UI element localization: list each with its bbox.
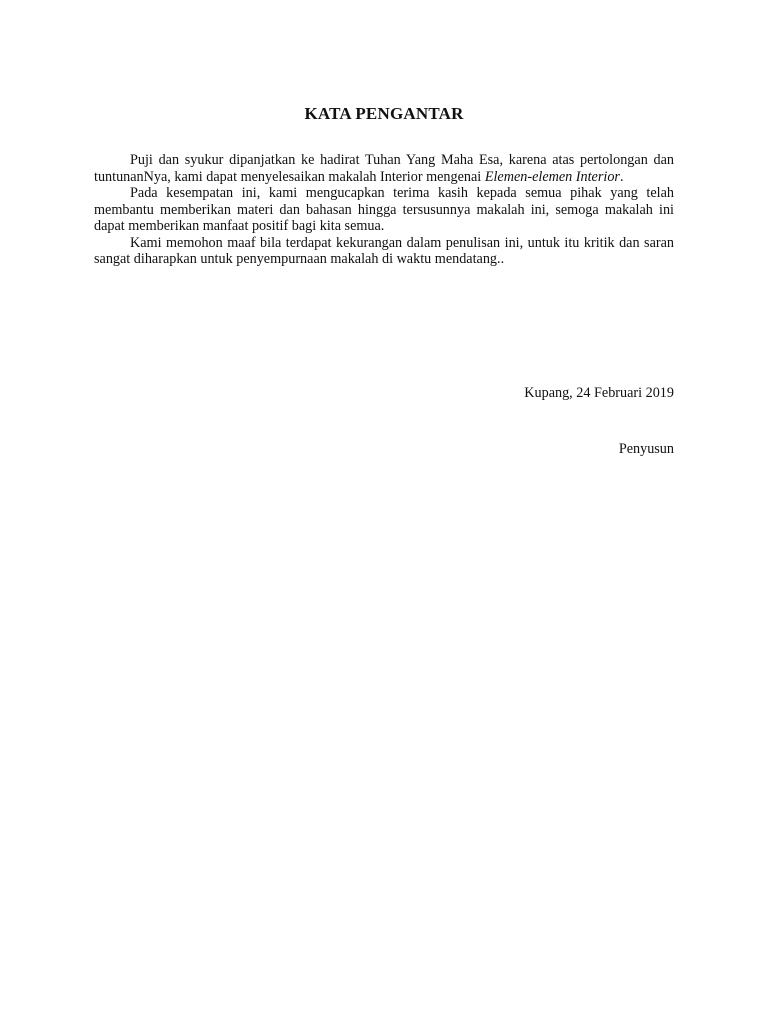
place-date: Kupang, 24 Februari 2019 bbox=[524, 385, 674, 401]
paragraph-1 bbox=[94, 152, 674, 185]
paragraph-1-italic-term: Elemen-elemen Interior bbox=[484, 168, 620, 185]
document-title: KATA PENGANTAR bbox=[304, 104, 464, 123]
author-signature: Penyusun bbox=[618, 441, 674, 457]
paragraph-2: Pada kesempatan ini, kami mengucapkan terima kasih kepada semua pihak yang telah membantu memberikan materi dan bahasan hingga tersusunnya makalah ini, semoga makalah ini dapat memberikan manfaat positif bagi kita semua. bbox=[94, 185, 674, 234]
paragraph-1-text: Puji dan syukur dipanjatkan ke hadirat Tuhan Yang Maha Esa, karena atas pertolongan dan tuntunanNya, kami dapat menyelesaikan makalah Interior mengenai bbox=[94, 152, 674, 185]
paragraph-3: Kami memohon maaf bila terdapat kekurangan dalam penulisan ini, untuk itu kritik dan saran sangat diharapkan untuk penyempurnaan makalah di waktu mendatang.. bbox=[94, 234, 674, 267]
document-body bbox=[94, 152, 674, 268]
paragraph-1-end: . bbox=[619, 168, 624, 185]
